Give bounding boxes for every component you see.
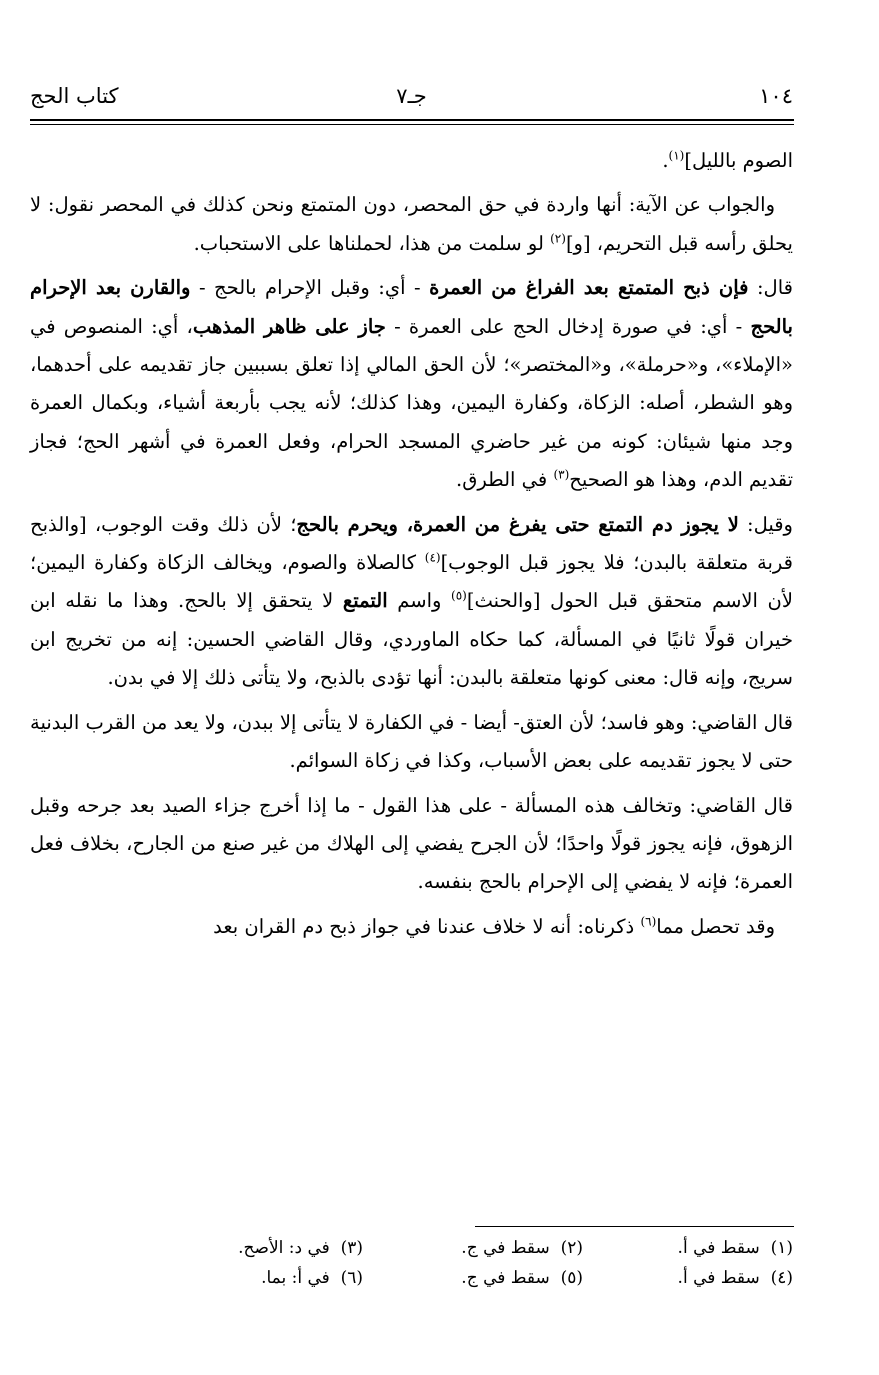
matn-text: فإن ذبح المتمتع بعد الفراغ من العمرة	[429, 276, 749, 300]
footnote-ref-4: (٤)	[424, 550, 441, 565]
page-header	[30, 84, 793, 124]
header-rule-thin	[30, 124, 794, 125]
body-text	[30, 142, 793, 952]
footnote-2: (٢) سقط في ج.	[461, 1238, 583, 1258]
footnote-ref-3: (٣)	[553, 467, 570, 482]
paragraph-6: قال القاضي: وتخالف هذه المسألة - على هذا القول - ما إذا أخرج جزاء الصيد بعد جرحه وقبل الزهوق، فإنه يجوز قولًا واحدًا؛ لأن الجرح يفضي إلى الهلاك من غير صنع من الجارح، بخلاف فعل العمرة؛ فإنه لا يفضي إلى الإحرام بالحج بنفسه.	[30, 793, 793, 894]
matn-text: التمتع	[342, 589, 388, 613]
footnote-ref-1: (١)	[668, 148, 685, 163]
footnote-row	[33, 1238, 793, 1266]
footnote-3: (٣) في د: الأصح.	[238, 1238, 363, 1258]
footnote-4: (٤) سقط في أ.	[677, 1268, 793, 1288]
footnote-ref-5: (٥)	[451, 588, 467, 603]
paragraph-2: والجواب عن الآية: أنها واردة في حق المحصر، دون المتمتع ونحن كذلك في المحصر نقول: لا يحلق رأسه قبل التحريم، [و]$^{(٢)}$ لو سلمت من هذا، لحملناها على الاستحباب.	[30, 193, 793, 255]
footnote-6: (٦) في أ: بما.	[261, 1268, 363, 1288]
footnote-ref-6: (٦)	[640, 914, 657, 929]
paragraph-3: قال: فإن ذبح المتمتع بعد الفراغ من العمرة - أي: وقبل الإحرام بالحج - والقارن بعد الإحرام بالحج - أي: في صورة إدخال الحج على العمرة - جاز على ظاهر المذهب، أي: المنصوص في «الإملاء»، و«حرملة»، و«المختصر»؛ لأن الحق المالي إذا تعلق بسببين جاز تقديمه على أحدهما، وهو الشطر، أصله: الزكاة، وكفارة اليمين، وهذا كذلك؛ لأنه يجب بأربعة أشياء، وبكمال العمرة وجد منها شيئان: كونه من غير حاضري المسجد الحرام، وفعل العمرة في أشهر الحج؛ فجاز تقديم الدم، وهذا هو الصحيح$^{(٣)}$ في الطرق.	[30, 276, 793, 492]
footnote-1: (١) سقط في أ.	[677, 1238, 793, 1258]
footnote-row	[33, 1268, 793, 1296]
book-title: كتاب الحج	[30, 84, 119, 108]
page-number: ١٠٤	[759, 84, 793, 108]
matn-text: جاز على ظاهر المذهب	[192, 314, 386, 338]
matn-text: لا يجوز دم التمتع حتى يفرغ من العمرة، ويحرم بالحج	[296, 512, 739, 536]
matn-text: والقارن بعد الإحرام بالحج	[30, 276, 793, 338]
volume-label: جـ٧	[396, 84, 427, 108]
footnote-separator	[475, 1226, 794, 1227]
paragraph-5: قال القاضي: وهو فاسد؛ لأن العتق- أيضا - في الكفارة لا يتأتى إلا ببدن، ولا يعد من القرب البدنية حتى لا يجوز تقديمه على بعض الأسباب، وكذا في زكاة السوائم.	[30, 710, 793, 773]
footnote-ref-2: (٢)	[550, 231, 566, 246]
paragraph-1: الصوم بالليل]$^{(١)}$.	[662, 148, 793, 172]
header-rule-thick	[30, 119, 794, 121]
paragraph-4: وقيل: لا يجوز دم التمتع حتى يفرغ من العمرة، ويحرم بالحج؛ لأن ذلك وقت الوجوب، [والذبح قربة متعلقة بالبدن؛ فلا يجوز قبل الوجوب]$^{(٤)}$ كالصلاة والصوم، ويخالف الزكاة وكفارة اليمين؛ لأن الاسم متحقق قبل الحول [والحنث]$^{(٥)}$ واسم التمتع لا يتحقق إلا بالحج. وهذا ما نقله ابن خيران قولًا ثانيًا في المسألة، كما حكاه الماوردي، وقال القاضي الحسين: إنه من تخريج ابن سريج، وإنه قال: معنى كونها متعلقة بالبدن: أنها تؤدى بالذبح، ولا يتأتى ذلك إلا في بدن.	[30, 512, 794, 690]
footnote-5: (٥) سقط في ج.	[461, 1268, 583, 1288]
paragraph-7: وقد تحصل مما$^{(٦)}$ ذكرناه: أنه لا خلاف عندنا في جواز ذبح دم القران بعد	[213, 914, 775, 938]
